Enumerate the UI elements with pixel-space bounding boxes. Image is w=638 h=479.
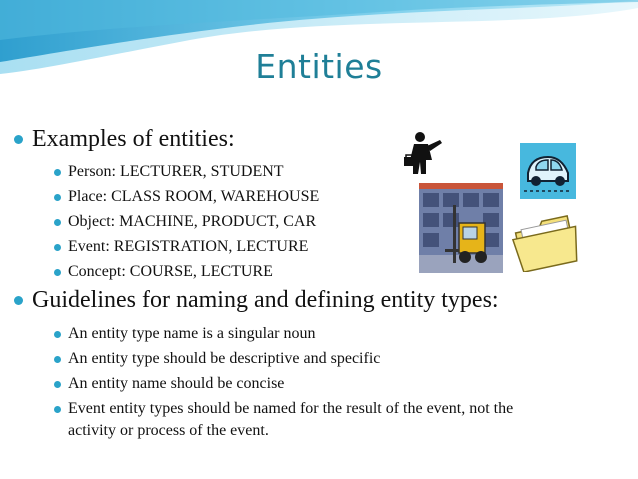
bullet-dot [54, 381, 61, 388]
bullet-dot [14, 296, 23, 305]
car-icon [520, 143, 576, 199]
bullet-dot [54, 406, 61, 413]
folder-icon [512, 210, 588, 272]
businessman-icon [398, 130, 444, 176]
bullet-dot [14, 135, 23, 144]
bullet-dot [54, 244, 61, 251]
bullet-dot [54, 219, 61, 226]
forklift-warehouse-image [419, 183, 503, 273]
slide-title: Entities [255, 47, 383, 86]
bullet-dot [54, 331, 61, 338]
slide: Entities Examples of entities: Person: LECTURER, STUDENT Place: CLASS ROOM, WAREHOUSE Object: MACHINE, PRODUCT, CAR Event: REGISTRATION, LECTURE Concept: COURSE, LECTURE Guidelines for naming and defining entity types: An entity type name is a singular noun An entity type should be descriptive and specific An entity name should be concise Event entity types should be named for the result of the event, not the activity or process of the event. [0, 0, 638, 479]
bullet-dot [54, 356, 61, 363]
bullet-dot [54, 169, 61, 176]
bullet-dot [54, 269, 61, 276]
bullet-dot [54, 194, 61, 201]
